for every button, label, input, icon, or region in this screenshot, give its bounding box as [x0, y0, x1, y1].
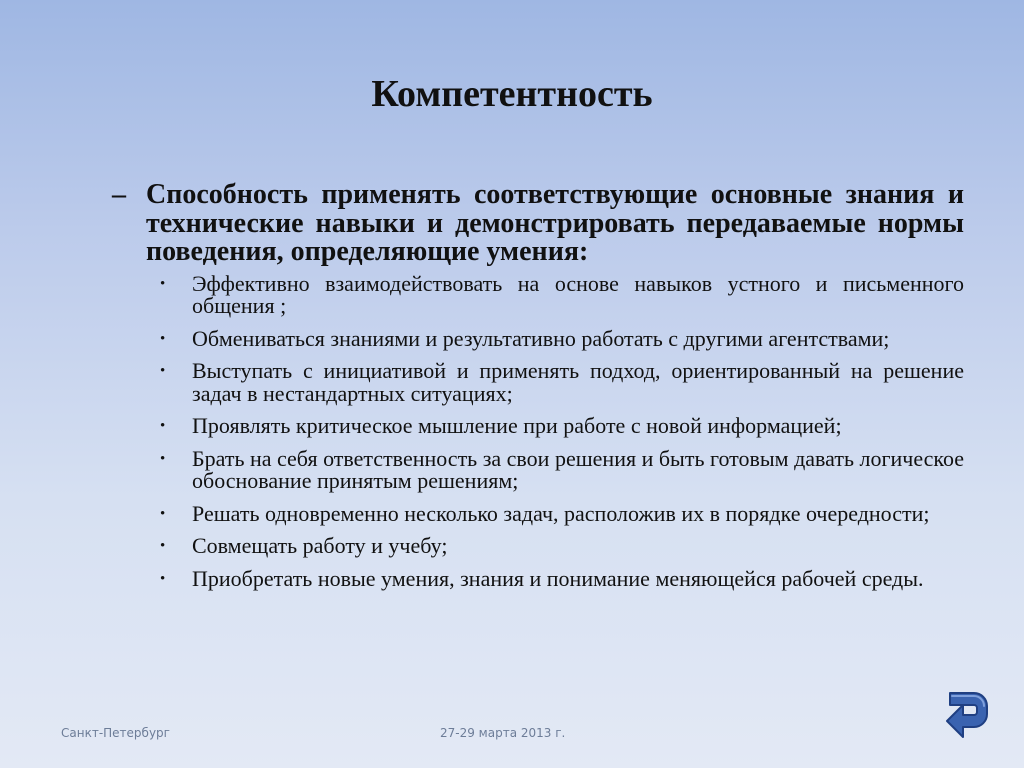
bullet-item [158, 415, 964, 438]
bullet-item [158, 445, 964, 493]
slide-content [112, 181, 964, 600]
bullet-text: Приобретать новые умения, знания и понимание меняющейся рабочей среды. [192, 565, 924, 591]
bullet-icon: • [160, 418, 166, 434]
bullet-text: Обмениваться знаниями и результативно работать с другими агентствами; [192, 325, 890, 351]
bullet-text: Эффективно взаимодействовать на основе навыков устного и письменного общения ; [192, 270, 964, 318]
bullet-text: Проявлять критическое мышление при работе с новой информацией; [192, 413, 842, 438]
bullet-item [158, 565, 964, 591]
bullet-icon: • [160, 363, 166, 379]
footer-date: 27-29 марта 2013 г. [440, 726, 566, 740]
bullet-text: Брать на себя ответственность за свои решения и быть готовым давать логическое обоснование принятым решениям; [192, 445, 964, 493]
footer-location: Санкт-Петербург [61, 726, 170, 740]
bullet-text: Выступать с инициативой и применять подход, ориентированный на решение задач в нестандартных ситуациях; [192, 358, 964, 406]
bullet-item [158, 270, 964, 318]
bullet-item [158, 500, 964, 526]
bullet-item [158, 325, 964, 351]
return-arrow-icon [944, 689, 992, 741]
bullet-text: Совмещать работу и учебу; [192, 533, 448, 558]
return-button[interactable] [944, 689, 992, 741]
lead-text: Способность применять соответствующие основные знания и технические навыки и демонстрировать передаваемые нормы поведения, определяющие умения: [146, 179, 964, 267]
bullet-icon: • [160, 450, 166, 467]
bullet-text: Решать одновременно несколько задач, расположив их в порядке очередности; [192, 500, 930, 526]
bullet-list [112, 270, 964, 591]
bullet-icon: • [160, 275, 166, 292]
lead-item [112, 181, 964, 267]
bullet-icon: • [160, 330, 166, 347]
bullet-icon: • [160, 505, 166, 522]
bullet-item [158, 360, 964, 405]
dash-marker: – [112, 179, 126, 210]
bullet-icon: • [160, 570, 166, 587]
bullet-item [158, 535, 964, 558]
slide-title: Компетентность [371, 73, 653, 115]
bullet-icon: • [160, 538, 166, 554]
